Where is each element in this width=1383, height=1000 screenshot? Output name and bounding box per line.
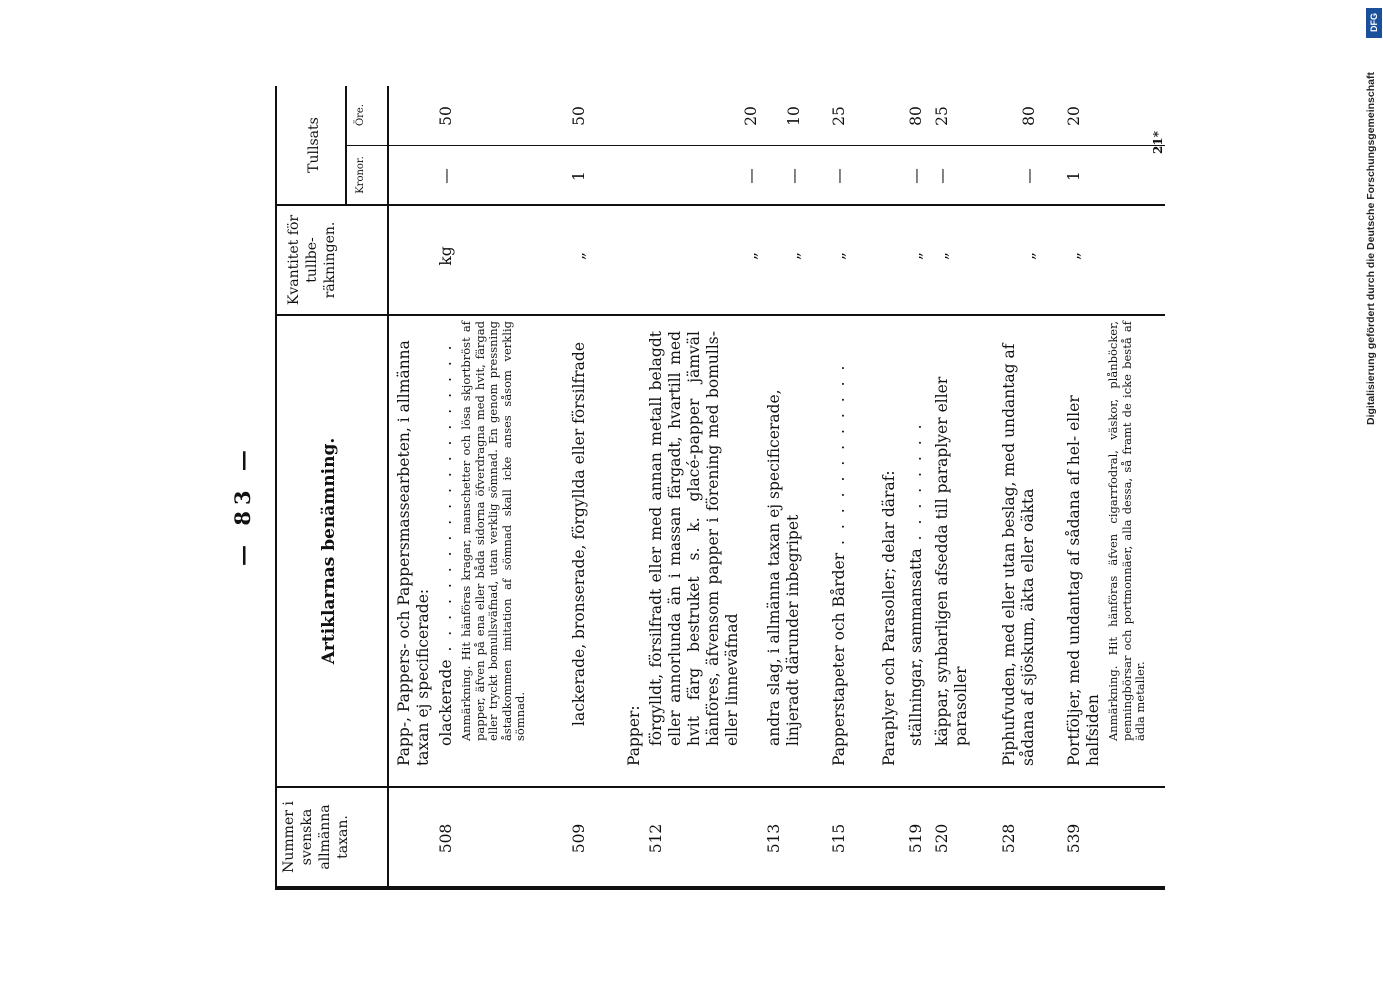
- row-description: Papper:: [625, 705, 643, 766]
- row-quantity: „: [570, 251, 588, 261]
- row-description: lackerade, bronserade, förgyllda eller försilfrade: [570, 341, 588, 726]
- row-number: 520: [933, 823, 951, 854]
- row-kronor: —: [907, 168, 925, 184]
- row-number: 528: [1000, 823, 1018, 854]
- row-kronor: 1: [1065, 171, 1083, 181]
- row-kronor: —: [437, 168, 455, 184]
- row-kronor: —: [830, 168, 848, 184]
- row-description: Piphufvuden, med eller utan beslag, med undantag af sådana af sjöskum, äkta eller oäkta: [1000, 343, 1037, 766]
- row-quantity: „: [1065, 251, 1083, 261]
- row-quantity: „: [1020, 251, 1038, 261]
- row-ore: 20: [1065, 106, 1083, 126]
- row-quantity: „: [933, 251, 951, 261]
- column-divider: [345, 145, 1165, 146]
- header-quantity: Kvantitet för tullbe- räkningen.: [286, 214, 338, 306]
- header-top-rule: [275, 86, 277, 886]
- row-description: Paraplyer och Parasoller; delar däraf:: [880, 470, 898, 766]
- row-description: käppar, synbarligen afsedda till paraplyer eller parasoller: [933, 376, 970, 746]
- rotated-document-page: [230, 103, 1165, 905]
- row-number: 512: [647, 823, 665, 854]
- row-number: 513: [765, 823, 783, 854]
- row-number: 508: [437, 823, 455, 854]
- row-note: Anmärkning. Hit hänföras kragar, manschetter och lösa skjortbröst af papper, äfven på ena eller båda sidorna öfverdragna med hvit, färgad eller tryckt bomullsväfnad, utan verklig sömnad. En genom pressning åstadkommen imitation af sömnad skall icke anses såsom verklig sömnad.: [459, 321, 527, 741]
- digitization-credit: Digitalisierung gefördert durch die Deutsche Forschungsgemeinschaft: [1365, 72, 1377, 425]
- row-quantity: „: [742, 251, 760, 261]
- row-description: andra slag, i allmänna taxan ej specificerade, linjeradt därunder inbegripet: [765, 389, 802, 746]
- row-kronor: —: [1020, 168, 1038, 184]
- row-description: förgylldt, försilfradt eller med annan metall belagdt eller annorlunda än i massan färgadt, hvartill med hvit färg bestruket s. k. glacé-papper jämväl hänföres, äfvensom papper i förening med bomulls- eller linneväfnad: [647, 331, 741, 746]
- row-number: 539: [1065, 823, 1083, 854]
- row-ore: 50: [570, 106, 588, 126]
- row-ore: 25: [830, 106, 848, 126]
- printer-signature: 21*: [1151, 131, 1165, 154]
- header-description: Artiklarnas benämning.: [319, 437, 339, 665]
- header-rate: Tullsats: [306, 117, 322, 173]
- rate-subheader-rule: [345, 86, 347, 204]
- row-kronor: —: [785, 168, 803, 184]
- row-quantity: „: [830, 251, 848, 261]
- header-number: Nummer i svenska allmänna taxan.: [281, 801, 351, 873]
- page-number: — 83 —: [230, 444, 255, 566]
- row-quantity: kg: [437, 246, 455, 266]
- row-ore: 10: [785, 106, 803, 126]
- row-kronor: —: [933, 168, 951, 184]
- row-ore: 50: [437, 106, 455, 126]
- row-description: Papp-, Pappers- och Pappersmassearbeten, i allmänna taxan ej specificerade:: [395, 340, 432, 766]
- header-bottom-rule: [387, 86, 389, 886]
- row-number: 515: [830, 823, 848, 854]
- row-number: 519: [907, 823, 925, 854]
- row-kronor: 1: [570, 171, 588, 181]
- row-ore: 80: [1020, 106, 1038, 126]
- header-ore: Öre.: [355, 103, 366, 127]
- row-ore: 25: [933, 106, 951, 126]
- column-divider: [275, 314, 1165, 316]
- row-description: olackerade . . . . . . . . . . . . . . . . . . . .: [437, 342, 455, 746]
- row-description: ställningar, sammansatta . . . . . . . .: [907, 421, 925, 746]
- tariff-table: [275, 101, 1165, 890]
- row-note: Anmärkning. Hit hänföras äfven cigarrfodral, väskor, plånböcker, penningbörsar och portmonnäer, alla dessa, så framt de icke bestå af ädla metaller.: [1106, 321, 1147, 741]
- row-kronor: —: [742, 168, 760, 184]
- row-description: Portföljer, med undantag af sådana af hel- eller halfsiden: [1065, 395, 1102, 766]
- row-ore: 20: [742, 106, 760, 126]
- row-ore: 80: [907, 106, 925, 126]
- header-kronor: Kronor.: [355, 156, 366, 194]
- row-quantity: „: [785, 251, 803, 261]
- row-description: Papperstapeter och Bårder . . . . . . . . . . . .: [830, 362, 848, 766]
- column-divider: [275, 786, 1165, 788]
- dfg-logo: DFG: [1366, 8, 1382, 38]
- row-quantity: „: [907, 251, 925, 261]
- row-number: 509: [570, 823, 588, 854]
